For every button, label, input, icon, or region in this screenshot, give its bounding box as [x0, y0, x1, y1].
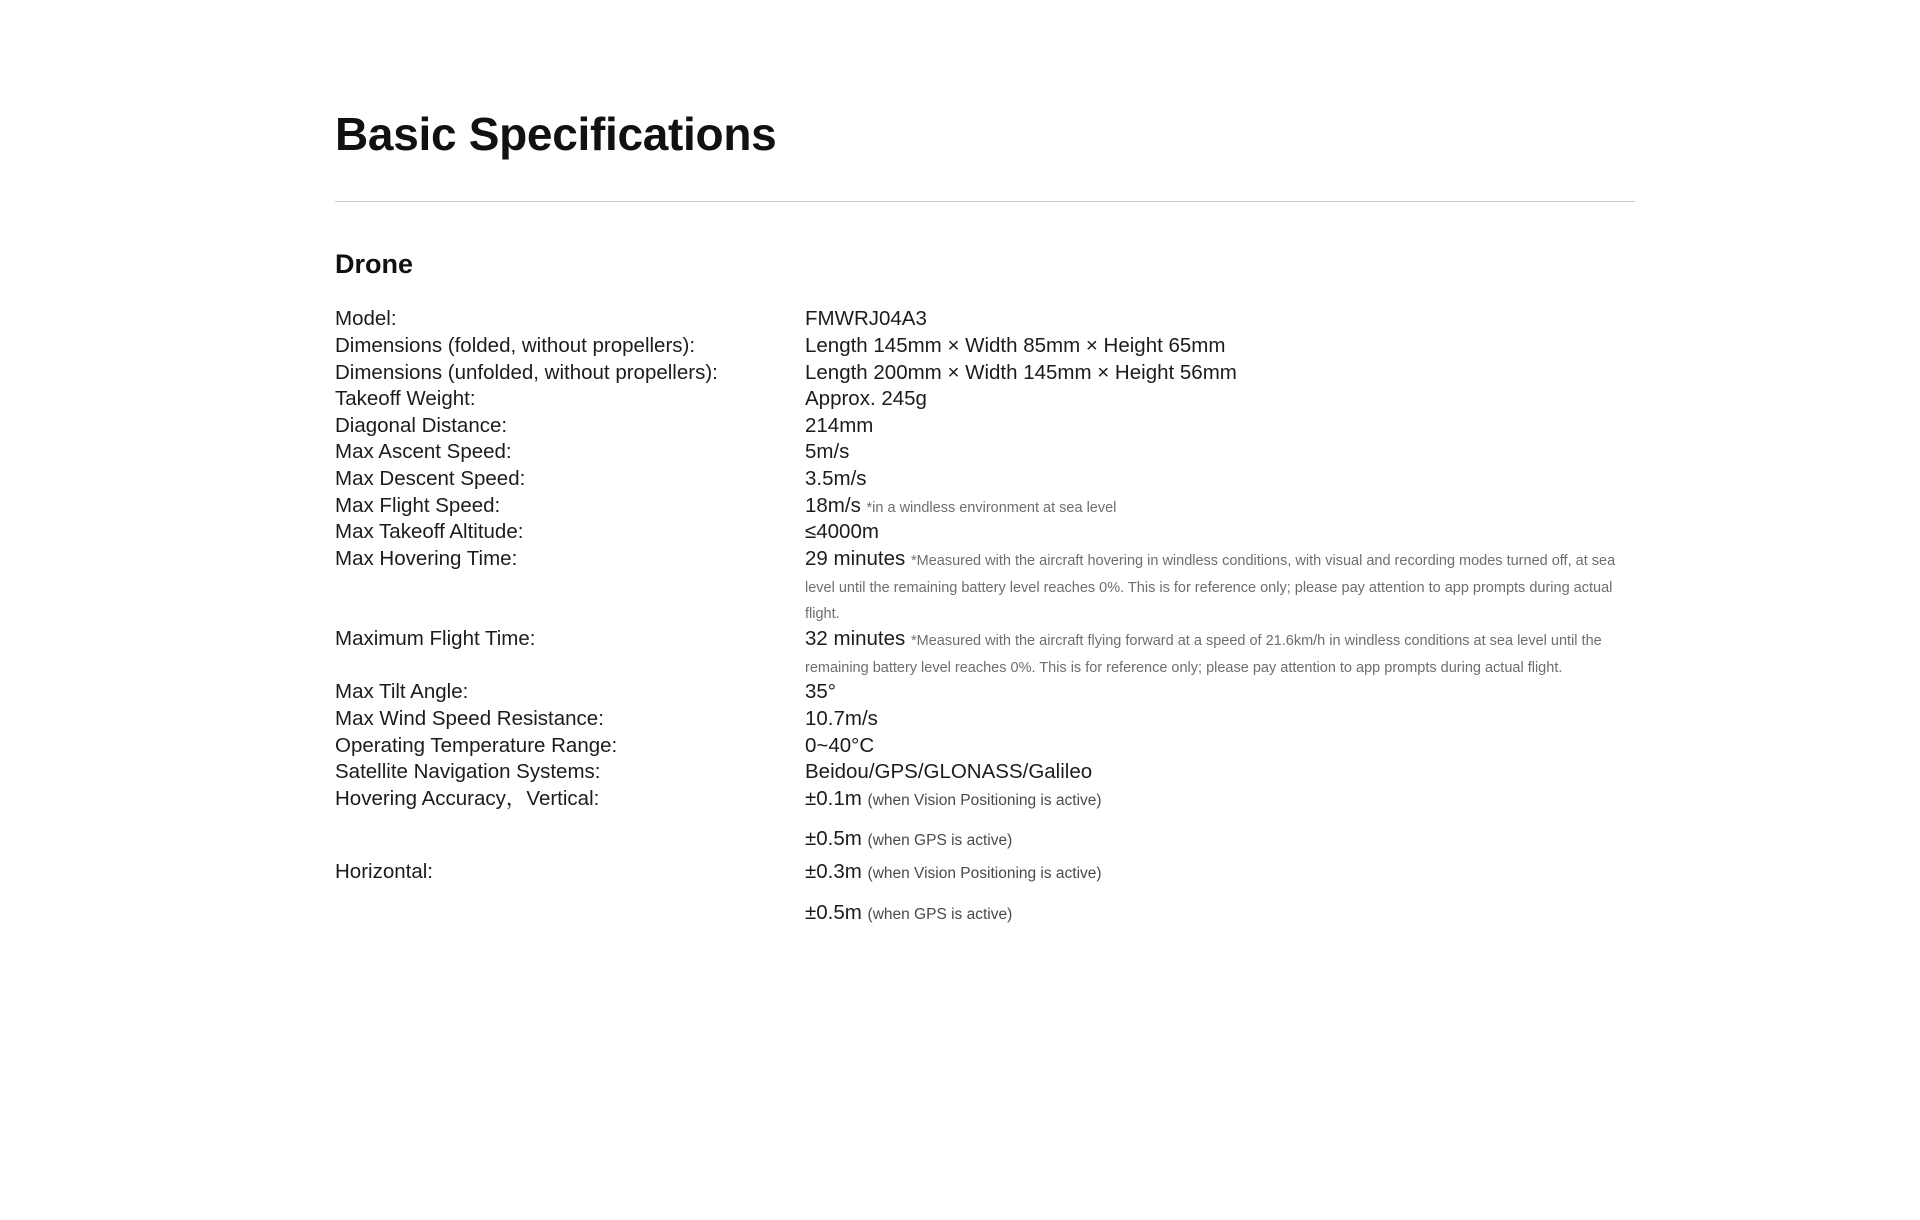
spec-note: *Measured with the aircraft flying forward at a speed of 21.6km/h in windless conditions at sea level until the remaining battery level reaches 0%. This is for reference only; please pay attention to app prompts during actual flight.: [805, 632, 1602, 676]
table-row: [335, 386, 1635, 413]
spec-value: [805, 679, 1635, 706]
spec-note: (when Vision Positioning is active): [867, 791, 1102, 809]
table-row: [335, 626, 1635, 679]
spec-value: [805, 386, 1635, 413]
spec-value-text: 35°: [805, 680, 837, 704]
spec-note: *in a windless environment at sea level: [866, 499, 1117, 516]
spec-label: Model:: [335, 307, 397, 331]
spec-value-line-secondary: [805, 826, 1635, 853]
spec-label: Max Ascent Speed:: [335, 440, 512, 464]
spec-value-text: 5m/s: [805, 440, 850, 464]
spec-value-line-secondary: [805, 900, 1635, 927]
section-title-drone: Drone: [335, 248, 414, 279]
spec-value: [805, 546, 1635, 626]
spec-value-text: ±0.1m: [805, 786, 862, 810]
spec-value: [805, 413, 1635, 440]
spec-label: Max Hovering Time:: [335, 547, 518, 571]
spec-value-text-secondary: ±0.5m: [805, 827, 862, 851]
spec-value-text: Length 200mm × Width 145mm × Height 56mm: [805, 360, 1237, 384]
spec-label: Dimensions (unfolded, without propellers):: [335, 360, 718, 384]
spec-value-text: 18m/s: [805, 493, 861, 517]
page-title: Basic Specifications: [335, 108, 777, 160]
table-row: [335, 786, 1635, 853]
spec-label: Horizontal:: [335, 860, 433, 884]
spec-note: (when Vision Positioning is active): [867, 865, 1102, 883]
table-row: [335, 519, 1635, 546]
spec-value-line: [805, 859, 1635, 886]
spec-label: Operating Temperature Range:: [335, 733, 618, 757]
spec-label: Takeoff Weight:: [335, 387, 476, 411]
spec-value-text: FMWRJ04A3: [805, 307, 927, 331]
table-row: [335, 706, 1635, 733]
spec-value: [805, 626, 1635, 679]
spec-value-text: Approx. 245g: [805, 387, 927, 411]
spec-label: Diagonal Distance:: [335, 413, 508, 437]
spec-value-text: 0~40°C: [805, 733, 875, 757]
spec-label: Satellite Navigation Systems:: [335, 760, 601, 784]
spec-value: [805, 733, 1635, 760]
table-row: [335, 439, 1635, 466]
specifications-table: [335, 306, 1635, 926]
spec-value-line: [805, 786, 1635, 813]
document-content: [335, 108, 1645, 926]
spec-value-text: ≤4000m: [805, 520, 879, 544]
spec-value: [805, 519, 1635, 546]
spec-label: Hovering Accuracy，Vertical:: [335, 786, 600, 810]
spec-value-text: 214mm: [805, 413, 874, 437]
table-row: [335, 493, 1635, 520]
spec-value-text-secondary: ±0.5m: [805, 900, 862, 924]
spec-note-secondary: (when GPS is active): [867, 905, 1013, 923]
spec-value: [805, 333, 1635, 360]
spec-value: [805, 439, 1635, 466]
spec-note-secondary: (when GPS is active): [867, 832, 1013, 850]
table-row: [335, 859, 1635, 926]
title-divider: [335, 201, 1635, 202]
spec-value-text: 3.5m/s: [805, 467, 867, 491]
spec-value-text: ±0.3m: [805, 860, 862, 884]
table-row: [335, 759, 1635, 786]
table-row: [335, 466, 1635, 493]
spec-value: [805, 493, 1635, 520]
table-row: [335, 306, 1635, 333]
spec-value: [805, 859, 1635, 926]
spec-note: *Measured with the aircraft hovering in windless conditions, with visual and recording modes turned off, at sea level until the remaining battery level reaches 0%. This is for reference only; please pay attention to app prompts during actual flight.: [805, 553, 1616, 623]
spec-value: [805, 306, 1635, 333]
spec-value-text: Beidou/GPS/GLONASS/Galileo: [805, 760, 1093, 784]
spec-label: Max Flight Speed:: [335, 493, 501, 517]
spec-value-text: 29 minutes: [805, 547, 906, 571]
spec-label: Max Tilt Angle:: [335, 680, 469, 704]
spec-label: Max Takeoff Altitude:: [335, 520, 524, 544]
spec-value: [805, 786, 1635, 853]
spec-value: [805, 759, 1635, 786]
table-row: [335, 546, 1635, 626]
spec-label: Maximum Flight Time:: [335, 626, 536, 650]
spec-value: [805, 706, 1635, 733]
spec-value: [805, 360, 1635, 387]
spec-label: Max Descent Speed:: [335, 467, 526, 491]
spec-value-text: 32 minutes: [805, 626, 906, 650]
spec-value-text: 10.7m/s: [805, 706, 878, 730]
table-row: [335, 360, 1635, 387]
spec-label: Dimensions (folded, without propellers):: [335, 333, 696, 357]
spec-value-text: Length 145mm × Width 85mm × Height 65mm: [805, 333, 1226, 357]
table-row: [335, 413, 1635, 440]
table-row: [335, 679, 1635, 706]
spec-value: [805, 466, 1635, 493]
spec-label: Max Wind Speed Resistance:: [335, 706, 604, 730]
table-row: [335, 733, 1635, 760]
table-row: [335, 333, 1635, 360]
